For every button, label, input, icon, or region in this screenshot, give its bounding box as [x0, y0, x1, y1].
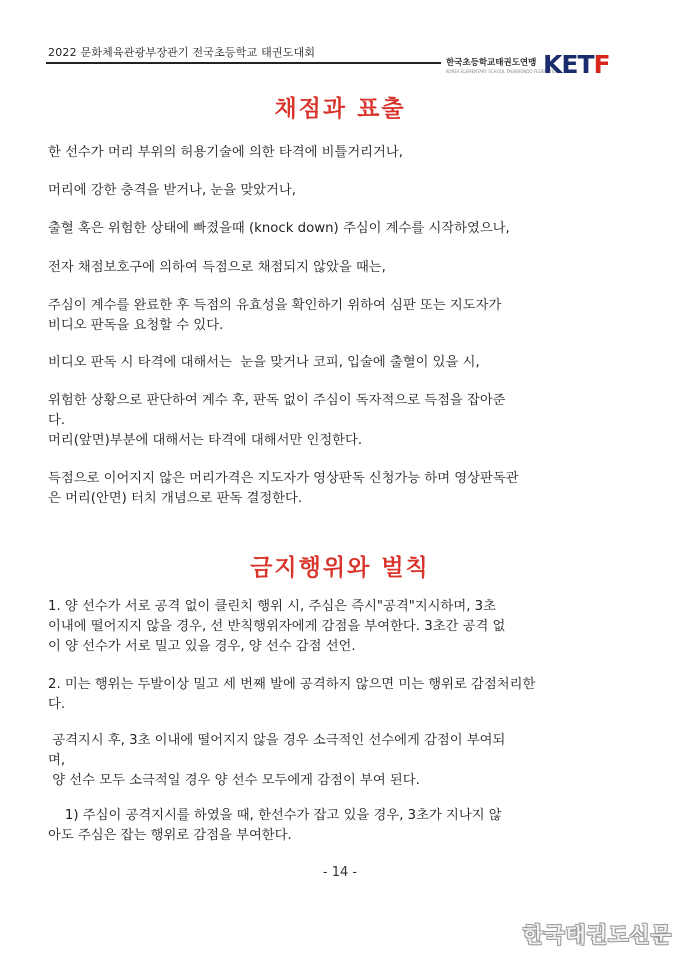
paragraph: 전자 채점보호구에 의하여 득점으로 채점되지 않았을 때는,: [48, 260, 386, 275]
paragraph: 비디오 판독 시 타격에 대해서는 눈을 맞거나 코피, 입술에 출혈이 있을 시,: [48, 355, 480, 370]
paragraph: 1. 양 선수가 서로 공격 없이 클린치 행위 시, 주심은 즉시"공격"지시하며, 3초 이내에 떨어지지 않을 경우, 선 반칙행위자에게 감점을 부여한다. 3초간 공격 없 이 양 선수가 서로 밀고 있을 경우, 양 선수 감점 선언.: [48, 599, 506, 654]
header-divider: [46, 62, 441, 64]
federation-logo: [446, 50, 630, 80]
paragraph: 공격지시 후, 3초 이내에 떨어지지 않을 경우 소극적인 선수에게 감점이 부여되 며, 양 선수 모두 소극적일 경우 양 선수 모두에게 감점이 부여 된다.: [48, 733, 506, 788]
newspaper-watermark: 한국태권도신문: [522, 923, 672, 947]
paragraph: 출혈 혹은 위험한 상태에 빠졌을때 (knock down) 주심이 계수를 시작하였으나,: [48, 221, 510, 236]
paragraph: 한 선수가 머리 부위의 허용기술에 의한 타격에 비틀거리거나,: [48, 145, 403, 160]
paragraph: 1) 주심이 공격지시를 하였을 때, 한선수가 잡고 있을 경우, 3초가 지나지 않 아도 주심은 잡는 행위로 감점을 부여한다.: [48, 808, 502, 843]
paragraph: 위험한 상황으로 판단하여 계수 후, 판독 없이 주심이 독자적으로 득점을 잡아준 다. 머리(앞면)부분에 대해서는 타격에 대해서만 인정한다.: [48, 393, 506, 448]
logo-org-english: KOREA ELEMENTARY SCHOOL TAEKWONDO FEDERATION: [446, 69, 560, 74]
paragraph: 머리에 강한 충격을 받거나, 눈을 맞았거나,: [48, 183, 296, 198]
page-number: - 14 -: [322, 865, 358, 880]
paragraph: 2. 미는 행위는 두발이상 밀고 세 번째 발에 공격하지 않으면 미는 행위로 감점처리한 다.: [48, 677, 536, 712]
event-header: 2022 문화체육관광부장관기 전국초등학교 태권도대회: [48, 46, 316, 59]
logo-org-name: 한국초등학교태권도연맹: [446, 58, 537, 68]
paragraph: 득점으로 이어지지 않은 머리가격은 지도자가 영상판독 신청가능 하며 영상판독관 은 머리(안면) 터치 개념으로 판독 결정한다.: [48, 471, 519, 506]
section-title-scoring: 채점과 표출: [274, 96, 406, 122]
section-title-penalties: 금지행위와 벌칙: [250, 555, 430, 581]
paragraph: 주심이 계수를 완료한 후 득점의 유효성을 확인하기 위하여 심판 또는 지도자가 비디오 판독을 요청할 수 있다.: [48, 298, 502, 333]
ketf-logo-mark: KETF: [543, 50, 610, 79]
